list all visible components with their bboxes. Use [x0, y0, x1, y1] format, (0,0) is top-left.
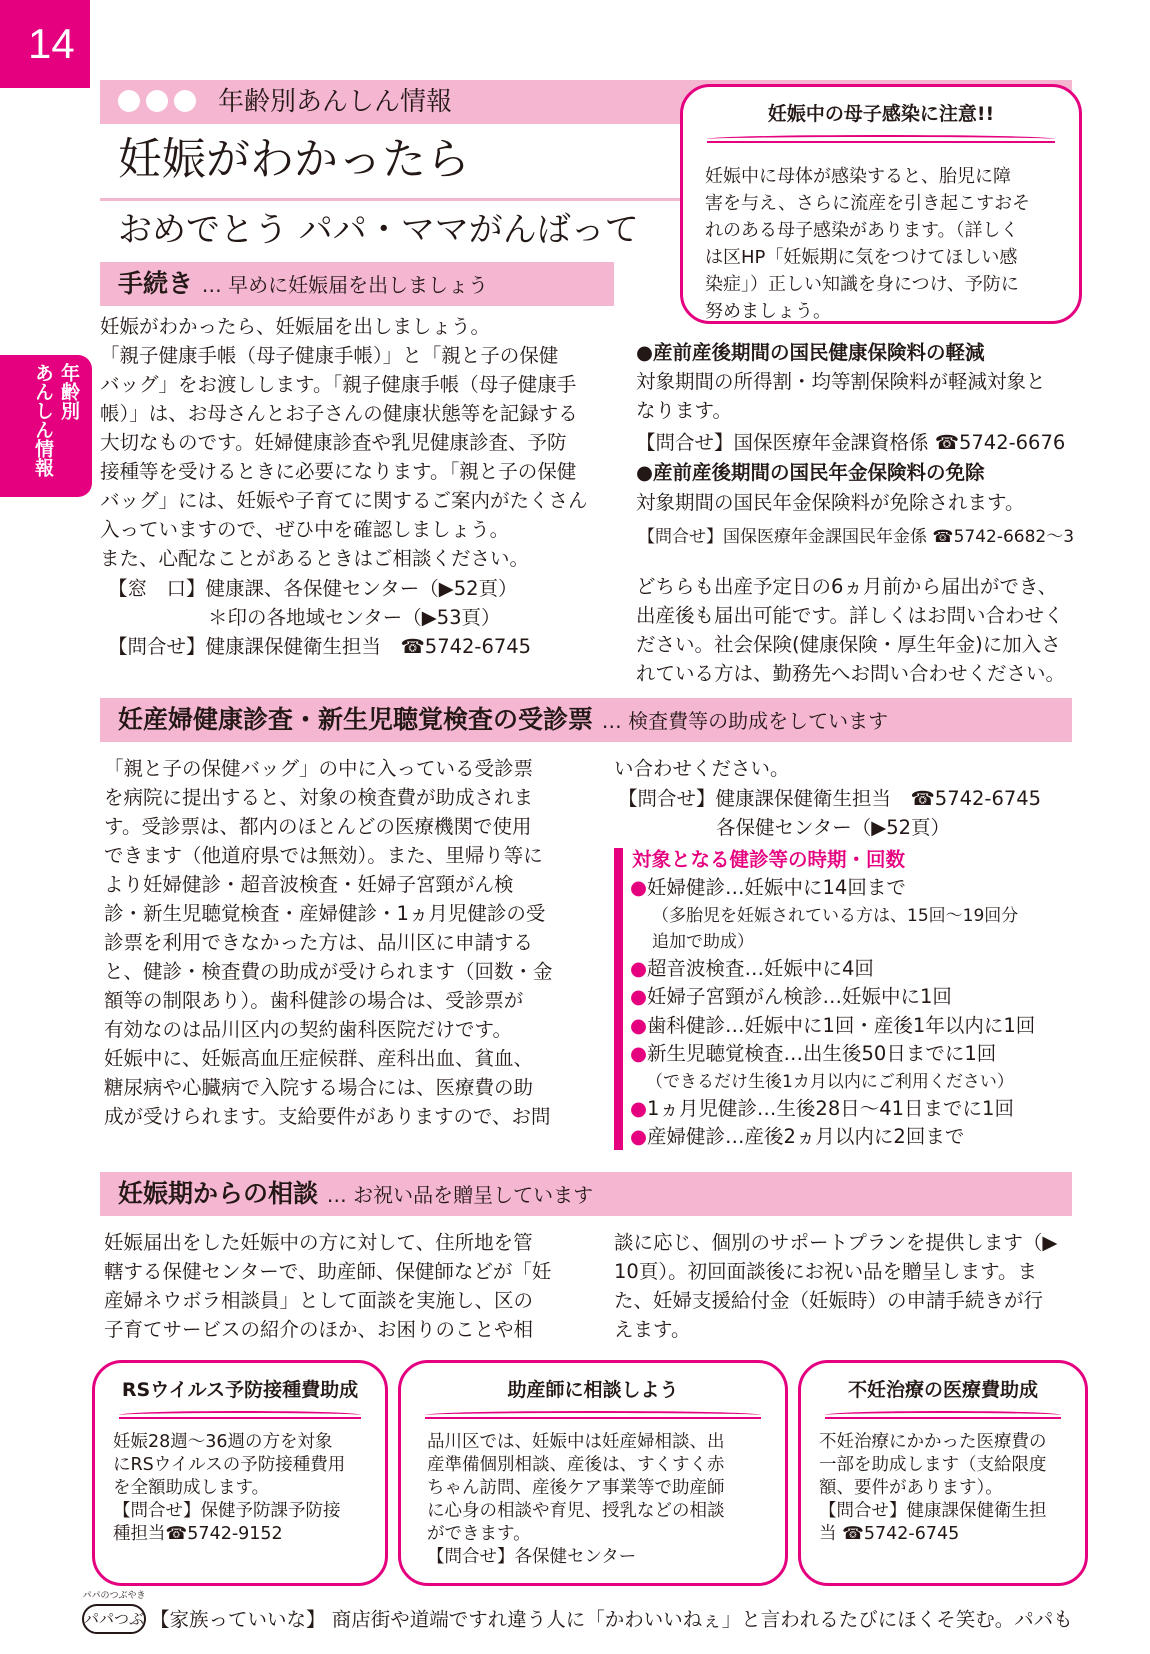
checkup-list-title: 対象となる健診等の時期・回数 — [632, 848, 906, 871]
procedures-heading — [118, 262, 488, 307]
checkup-heading — [118, 698, 888, 743]
rsv-box-title: RSウイルス予防接種費助成 — [121, 1379, 359, 1401]
page-title: 妊娠がわかったら — [118, 134, 470, 185]
fertility-box-title: 不妊治療の医療費助成 — [847, 1379, 1038, 1401]
list-item: ●1ヵ月児健診…生後28日〜41日までに1回 — [630, 1096, 1014, 1120]
pension-heading: ●産前産後期間の国民年金保険料の免除 — [636, 461, 985, 484]
checkup-body: 「親と子の保健バッグ」の中に入っている受診票 を病院に提出すると、対象の検査費が助成されま す。受診票は、都内のほとんどの医療機関で使用 できます（他道府県では無効）。また、里帰り等に より妊婦健診・超音波検査・妊婦子宮頸がん検 診・新生児聴覚検査・産婦健診・1ヵ月児健診の受 診票を利用できなかった方は、品川区に申請する と、健診・検査費の助成が受けられます（回数・金 額等の制限あり）。歯科健診の場合は、受診票が 有効なのは品川区内の契約歯科医院だけです。 妊娠中に、妊娠高血圧症候群、産科出血、貧血、 糖尿病や心臓病で入院する場合には、医療費の助 成が受けられます。支給要件がありますので、お問 — [104, 757, 553, 1128]
papatsubu-badge — [82, 1590, 146, 1640]
consultation-heading — [118, 1172, 593, 1217]
procedures-contact-window: 【窓 口】健康課、各保健センター（▶52頁） — [108, 577, 518, 600]
fertility-box — [798, 1360, 1088, 1586]
infection-box-title: 妊娠中の母子感染に注意!! — [767, 103, 995, 125]
checkup-body-cont: い合わせください。 — [614, 757, 790, 780]
title-underline — [100, 198, 690, 201]
consultation-band — [100, 1172, 1072, 1216]
midwife-box-divider — [425, 1411, 761, 1419]
midwife-box — [398, 1360, 788, 1586]
consultation-body-left: 妊娠届出をした妊娠中の方に対して、住所地を管 轄する保健センターで、助産師、保健師などが「妊 産婦ネウボラ相談員」として面談を実施し、区の 子育てサービスの紹介のほか、お困りのことや相 — [104, 1231, 552, 1341]
procedures-contact-inquiry: 【問合せ】健康課保健衛生担当 ☎5742-6745 — [108, 635, 532, 658]
list-accent-bar — [614, 848, 623, 1150]
rsv-box-divider — [119, 1411, 361, 1419]
page-number: 14 — [0, 0, 90, 88]
list-item: ●新生児聴覚検査…出生後50日までに1回 — [630, 1042, 997, 1065]
midwife-box-title: 助産師に相談しよう — [507, 1379, 679, 1401]
footer-text: 【家族っていいな】 商店街や道端ですれ違う人に「かわいいねぇ」と言われるたびにほくそ笑む。パパも — [150, 1608, 1073, 1631]
insurance-note: どちらも出産予定日の6ヵ月前から届出ができ、 出産後も届出可能です。詳しくはお問い合わせく ださい。社会保険(健康保険・厚生年金)に加入さ れている方は、勤務先へお問い合わせください。 — [636, 575, 1066, 685]
list-item: ●妊婦子宮頸がん検診…妊娠中に1回 — [630, 985, 952, 1008]
side-tab-line1: 年齢別 — [58, 363, 80, 420]
procedures-subtitle: … 早めに妊娠届を出しましょう — [201, 273, 489, 297]
consultation-title: 妊娠期からの相談 — [118, 1179, 319, 1208]
list-item: ●産婦健診…産後2ヵ月以内に2回まで — [630, 1125, 965, 1148]
dots-decoration — [118, 90, 202, 112]
checkup-title: 妊産婦健康診査・新生児聴覚検査の受診票 — [118, 705, 594, 734]
checkup-band — [100, 698, 1072, 742]
consultation-subtitle: … お祝い品を贈呈しています — [326, 1183, 594, 1207]
fertility-box-divider — [825, 1411, 1061, 1419]
infection-box-divider — [707, 135, 1055, 143]
rsv-box — [92, 1360, 388, 1586]
side-tab-line2: あんしん情報 — [32, 363, 54, 477]
badge-caption: パパのつぶやき — [82, 1591, 146, 1601]
rsv-box-body: 妊娠28週〜36週の方を対象 にRSウイルスの予防接種費用 を全額助成します。 【問合せ】保健予防課予防接 種担当☎5742-9152 — [113, 1432, 346, 1544]
list-item: ●歯科健診…妊娠中に1回・産後1年以内に1回 — [630, 1013, 1036, 1037]
infection-box-body: 妊娠中に母体が感染すると、胎児に障 害を与え、さらに流産を引き起こすおそ れのある母子感染があります。（詳しく は区HP「妊娠期に気をつけてほしい感 染症」）正しい知識を身につけ、予防に 努めましょう。 — [705, 166, 1031, 322]
procedures-body: 妊娠がわかったら、妊娠届を出しましょう。 「親子健康手帳（母子健康手帳）」と「親と子の保健 バッグ」をお渡しします。「親子健康手帳（母子健康手 帳）」は、お母さんとお子さんの健康状態等を記録する 大切なものです。妊婦健康診査や乳児健康診査、予防 接種等を受けるときに必要になります。「親と子の保健 バッグ」には、妊娠や子育てに関するご案内がたくさん 入っていますので、ぜひ中を確認しましょう。 また、心配なことがあるときはご相談ください。 — [100, 315, 588, 570]
checkup-contact-centers: 各保健センター（▶52頁） — [716, 816, 951, 839]
health-insurance-body: 対象期間の所得割・均等割保険料が軽減対象と なります。 — [636, 370, 1046, 422]
category-label: 年齢別あんしん情報 — [218, 87, 453, 117]
badge-label: パパつぶ — [82, 1604, 146, 1634]
pension-contact: 【問合せ】国保医療年金課国民年金係 ☎5742-6682〜3 — [638, 527, 1075, 547]
list-item: ●妊婦健診…妊娠中に14回まで — [630, 876, 906, 899]
pension-body: 対象期間の国民年金保険料が免除されます。 — [636, 491, 1025, 514]
midwife-box-body: 品川区では、妊娠中は妊産婦相談、出 産準備個別相談、産後は、すくすく赤 ちゃん訪問、産後ケア事業等で助産師 に心身の相談や育児、授乳などの相談 ができます。 【問合せ】各保健センター — [427, 1432, 725, 1567]
procedures-contact-centers: ＊印の各地域センター（▶53頁） — [208, 606, 501, 629]
list-item-note: （多胎児を妊娠されている方は、15回〜19回分 追加で助成） — [652, 905, 1019, 952]
infection-box — [680, 84, 1082, 324]
side-tab — [0, 355, 92, 497]
consultation-body-right: 談に応じ、個別のサポートプランを提供します（▶ 10頁）。初回面談後にお祝い品を贈呈します。ま た、妊婦支援給付金（妊娠時）の申請手続きが行 えます。 — [614, 1231, 1058, 1341]
fertility-box-body: 不妊治療にかかった医療費の 一部を助成します（支給限度 額、要件があります）。 【問合せ】健康課保健衛生担 当 ☎5742-6745 — [819, 1432, 1047, 1544]
health-insurance-heading: ●産前産後期間の国民健康保険料の軽減 — [636, 341, 985, 364]
checkup-contact-inquiry: 【問合せ】健康課保健衛生担当 ☎5742-6745 — [618, 787, 1042, 810]
checkup-subtitle: … 検査費等の助成をしています — [601, 709, 889, 733]
procedures-title: 手続き — [118, 269, 194, 298]
list-item-note: （できるだけ生後1カ月以内にご利用ください） — [646, 1071, 1014, 1092]
list-item: ●超音波検査…妊娠中に4回 — [630, 956, 874, 980]
checkup-list — [630, 874, 1035, 1152]
procedures-band — [100, 262, 614, 306]
page-subtitle: おめでとう パパ・ママがんばって — [118, 210, 639, 250]
health-insurance-contact: 【問合せ】国保医療年金課資格係 ☎5742-6676 — [636, 431, 1066, 454]
